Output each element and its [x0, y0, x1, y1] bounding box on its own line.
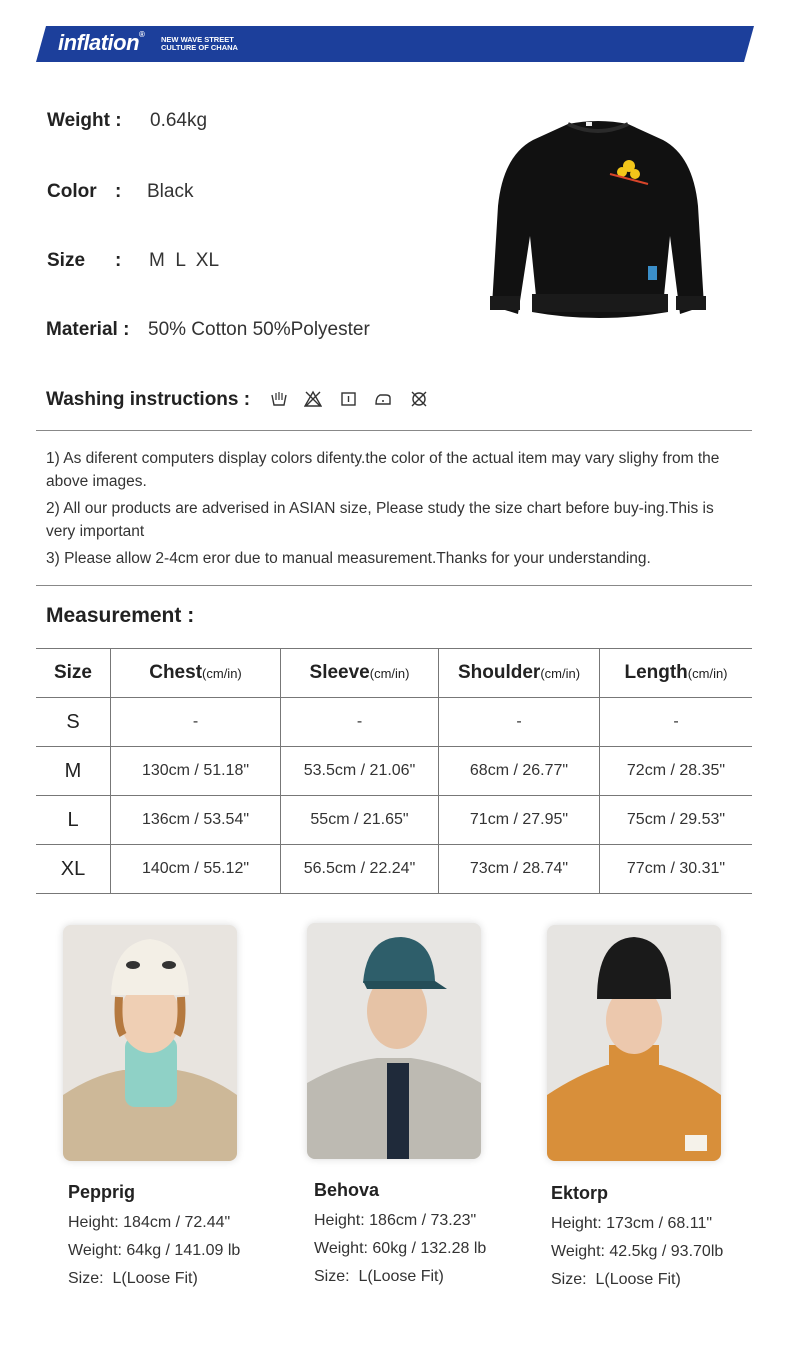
notes-list [46, 447, 746, 574]
table-cell: - [111, 698, 281, 747]
size-chart-table [36, 648, 752, 894]
table-cell: 130cm / 51.18" [111, 747, 281, 796]
table-cell: 75cm / 29.53" [600, 796, 753, 845]
header-sleeve: Sleeve(cm/in) [281, 649, 439, 698]
table-cell: 140cm / 55.12" [111, 845, 281, 894]
weight-label: Weight : [47, 110, 122, 131]
color-value: Black [147, 181, 194, 202]
table-cell: 53.5cm / 21.06" [281, 747, 439, 796]
table-cell: 68cm / 26.77" [439, 747, 600, 796]
table-header-row [36, 649, 752, 698]
model-name: Pepprig [68, 1182, 136, 1202]
model-name: Ektorp [551, 1183, 609, 1203]
size-colon: : [115, 250, 122, 271]
note-item: 2) All our products are adverised in ASIAN size, Please study the size chart before buy-ing.This is very important [46, 500, 714, 540]
brand-tagline: NEW WAVE STREET CULTURE OF CHANA [161, 35, 238, 52]
model-size: Size: L(Loose Fit) [551, 1271, 681, 1288]
size-value: M L XL [149, 250, 220, 271]
table-row [36, 747, 752, 796]
color-colon: : [115, 181, 122, 202]
color-row [47, 181, 194, 203]
model-weight: Weight: 42.5kg / 93.70lb [551, 1243, 724, 1260]
table-cell: 73cm / 28.74" [439, 845, 600, 894]
size-cell: M [36, 747, 111, 796]
size-cell: XL [36, 845, 111, 894]
no-dry-clean-icon [410, 390, 428, 408]
header-length: Length(cm/in) [600, 649, 753, 698]
color-label: Color [47, 181, 97, 202]
material-label: Material : [46, 319, 130, 340]
table-cell: - [281, 698, 439, 747]
model-weight: Weight: 64kg / 141.09 lb [68, 1242, 241, 1259]
iron-icon [374, 390, 392, 408]
material-value: 50% Cotton 50%Polyester [148, 319, 370, 340]
weight-row [47, 110, 208, 132]
table-cell: 55cm / 21.65" [281, 796, 439, 845]
model-photo-ektorp [547, 925, 721, 1161]
header-size: Size [36, 649, 111, 698]
model-size: Size: L(Loose Fit) [314, 1268, 444, 1285]
table-cell: 56.5cm / 22.24" [281, 845, 439, 894]
washing-row [46, 389, 250, 411]
model-height: Height: 173cm / 68.11" [551, 1215, 713, 1232]
model-size: Size: L(Loose Fit) [68, 1270, 198, 1287]
size-cell: L [36, 796, 111, 845]
table-cell: - [439, 698, 600, 747]
header-chest: Chest(cm/in) [111, 649, 281, 698]
size-cell: S [36, 698, 111, 747]
weight-value: 0.64kg [150, 110, 208, 131]
table-cell: 136cm / 53.54" [111, 796, 281, 845]
note-item: 3) Please allow 2-4cm eror due to manual measurement.Thanks for your understanding. [46, 550, 651, 567]
material-row [46, 319, 370, 341]
size-label: Size [47, 250, 86, 271]
tumble-dry-icon [340, 390, 358, 408]
hand-wash-icon [270, 390, 288, 408]
size-row [47, 250, 220, 272]
model-photo-pepprig [63, 925, 237, 1161]
sweatshirt-product-image [488, 116, 708, 322]
model-photo-behova [307, 923, 481, 1159]
table-cell: 77cm / 30.31" [600, 845, 753, 894]
note-item: 1) As diferent computers display colors difenty.the color of the actual item may vary slighy from the above images. [46, 450, 720, 490]
no-bleach-icon [304, 390, 322, 408]
table-row [36, 698, 752, 747]
measurement-title: Measurement : [46, 604, 195, 627]
brand-banner [36, 26, 754, 62]
table-cell: 71cm / 27.95" [439, 796, 600, 845]
divider-top [36, 430, 752, 431]
model-height: Height: 184cm / 72.44" [68, 1214, 231, 1231]
divider-bottom [36, 585, 752, 586]
header-shoulder: Shoulder(cm/in) [439, 649, 600, 698]
table-cell: 72cm / 28.35" [600, 747, 753, 796]
brand-logo: inflation® [58, 30, 145, 55]
washing-label: Washing instructions : [46, 389, 251, 410]
model-height: Height: 186cm / 73.23" [314, 1212, 477, 1229]
table-cell: - [600, 698, 753, 747]
table-row [36, 845, 752, 894]
model-weight: Weight: 60kg / 132.28 lb [314, 1240, 487, 1257]
table-row [36, 796, 752, 845]
model-name: Behova [314, 1180, 380, 1200]
